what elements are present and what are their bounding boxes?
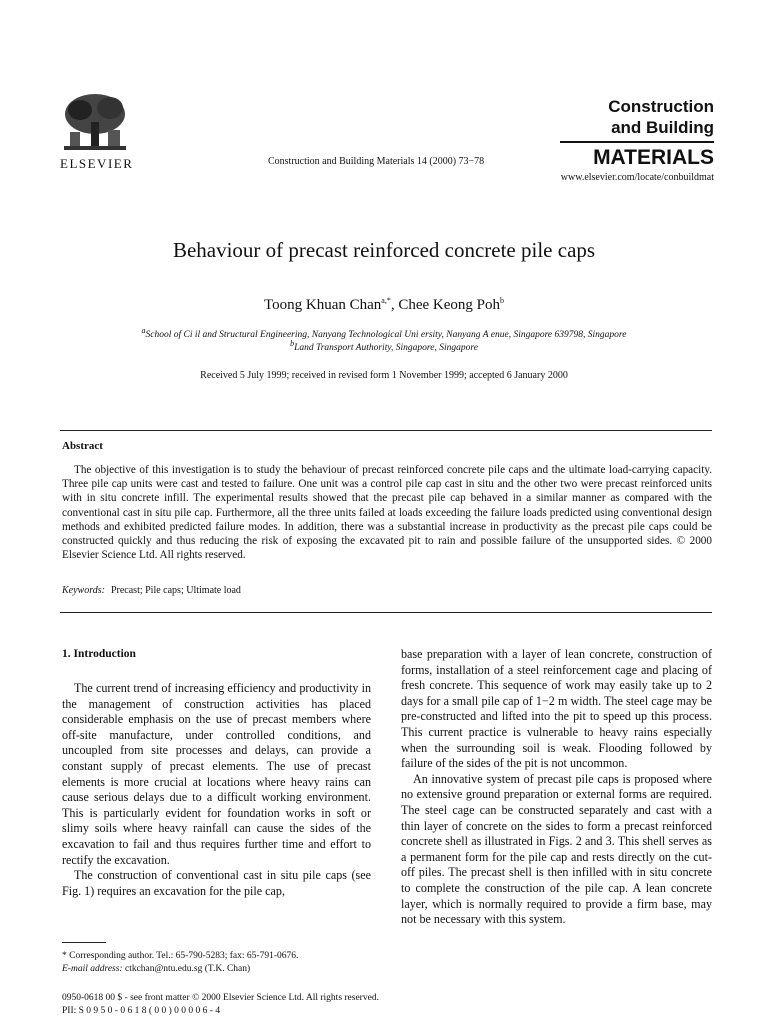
received-dates: Received 5 July 1999; received in revised form 1 November 1999; accepted 6 January 2000	[200, 370, 568, 381]
right-paragraph-2: An innovative system of precast pile caps is proposed where no extensive ground preparation or external forms are required. The steel cage can be constructed separately and cast with a thin layer of concrete on the sides to form a precast reinforced concrete shell as illustrated in Figs. 2 and 3. This shell serves as a permanent form for the pile cap and rests directly on the cut-off piles. The precast shell is then infilled with in situ concrete to complete the construction of the pile cap. A lean concrete layer, which is normally required to provide a firm base, may not be necessary with this system.	[401, 771, 712, 927]
abstract-bottom-rule	[60, 612, 712, 613]
email-address-link[interactable]: ctkchan@ntu.edu.sg (T.K. Chan)	[122, 964, 251, 974]
corresponding-author-note: * Corresponding author. Tel.: 65-790-5283; fax: 65-791-0676.	[62, 951, 299, 961]
brand-line-1: Construction	[608, 97, 714, 116]
front-matter-info	[62, 992, 379, 1018]
author-1: Toong Khuan Chan	[264, 297, 382, 313]
author-list	[0, 296, 768, 314]
footnote	[62, 950, 382, 976]
brand-line-2: and Building	[611, 118, 714, 137]
issn-line: 0950-0618 00 $ - see front matter © 2000 Elsevier Science Ltd. All rights reserved.	[62, 993, 379, 1003]
abstract-text: The objective of this investigation is to study the behaviour of precast reinforced concrete pile caps and the ultimate load-carrying capacity. Three pile cap units were cast and tested to failure. One unit was a control pile cap cast in situ and the other two were precast reinforced units with in situ concrete infill. The experimental results showed that the precast pile cap behaved in a similar manner as compared with the conventional cast in situ pile cap. Furthermore, all the three units failed at loads exceeding the failure loads predicted using conventional design methods and exhibited predicted failure modes. In addition, there was a substantial increase in productivity as the precast pile caps could be constructed quickly and thus reducing the risk of exposing the excavated pit to rain and possible failure of the unsupported sides. © 2000 Elsevier Science Ltd. All rights reserved.	[62, 464, 712, 562]
left-paragraph-1: The current trend of increasing efficiency and productivity in the management of construction activities has placed considerable emphasis on the use of precast members where off-site manufacture, under controlled conditions, and uncoupled from site processes and delays, can provide a constant supply of precast elements. The use of precast elements is more crucial at locations where heavy rains can cause serious delays due to a difficult working environment. This is particularly evident for foundation works in soft or slimy soils where heavy rainfall can cause the sides of the excavation to fail and thus requires further time and effort to rectify the excavation.	[62, 681, 371, 867]
elsevier-tree-logo-icon	[60, 92, 130, 154]
right-column	[401, 647, 712, 928]
abstract-top-rule	[60, 430, 712, 431]
journal-reference: Construction and Building Materials 14 (2000) 73−78	[268, 156, 485, 167]
affiliation-a-sup: a	[141, 326, 146, 335]
section-heading-introduction: 1. Introduction	[62, 648, 136, 660]
author-2-sup: b	[500, 296, 504, 305]
keywords-label: Keywords:	[62, 585, 105, 596]
author-separator: ,	[390, 297, 399, 313]
author-2: Chee Keong Poh	[398, 297, 500, 313]
abstract-heading: Abstract	[62, 440, 103, 452]
affiliation-b-text: Land Transport Authority, Singapore, Singapore	[294, 343, 478, 354]
publisher-name: ELSEVIER	[60, 156, 134, 171]
affiliation-b-sup: b	[290, 339, 295, 348]
left-paragraph-2: The construction of conventional cast in situ pile caps (see Fig. 1) requires an excavation for the pile cap,	[62, 868, 371, 898]
journal-brand	[560, 96, 714, 170]
brand-line-3: MATERIALS	[560, 141, 714, 170]
affiliation-b	[0, 339, 768, 353]
affiliation-a-text: School of Ci il and Structural Engineering, Nanyang Technological Uni ersity, Nanyang A enue, Singapore 639798, Singapore	[145, 330, 627, 341]
author-1-sup: a,*	[381, 296, 391, 305]
footnote-rule	[62, 942, 106, 943]
journal-url-link[interactable]: www.elsevier.com/locate/conbuildmat	[560, 172, 714, 183]
keywords	[62, 585, 241, 596]
pii-line: PII: S 0 9 5 0 - 0 6 1 8 ( 0 0 ) 0 0 0 0 6 - 4	[62, 1006, 221, 1016]
right-paragraph-1: base preparation with a layer of lean concrete, construction of forms, installation of a steel reinforcement cage and placing of fresh concrete. This sequence of work may easily take up to 2 days for a small pile cap of 1−2 m width. The steel cage may be pre-constructed and lifted into the pit to speed up this process. This current practice is vulnerable to heavy rains especially when the surrounding soil is weak. Flooding followed by failure of the sides of the pit is not uncommon.	[401, 647, 712, 771]
email-label: E-mail address:	[62, 964, 123, 974]
keywords-text: Precast; Pile caps; Ultimate load	[110, 585, 241, 596]
left-column	[62, 681, 371, 899]
email-line	[62, 963, 382, 976]
article-title: Behaviour of precast reinforced concrete pile caps	[172, 238, 596, 262]
